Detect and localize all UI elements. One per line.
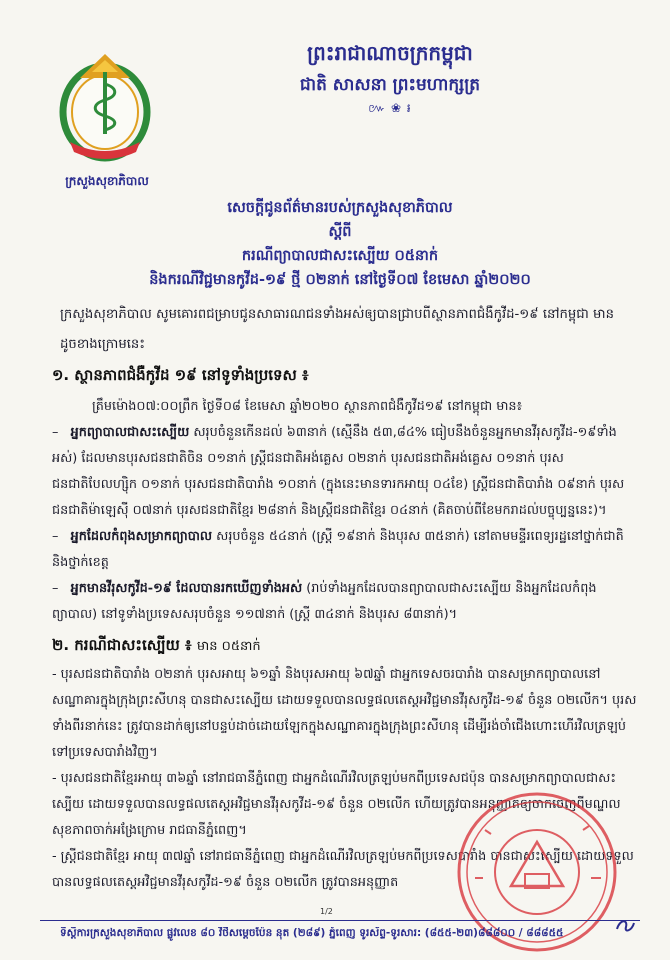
recovery-item-2: - បុរសជនជាតិខ្មែរអាយុ ៣៦ឆ្នាំ នៅរាជធានីភ្នំពេញ ជាអ្នកដំណើរវិលត្រឡប់មកពីប្រទេសជប៉ុន បានសម្រាកព្យាបាលជាសះស្បើយ ដោយទទួលបានលទ្ធផលតេស្តអវិជ្ជមានវីរុសកូវីដ-១៩ ចំនួន ០២លើក ហើយត្រូវបានអនុញ្ញាតឲ្យចាកចេញពីមណ្ឌលសុខភាពចាក់អង្រែក្រោម រាជធានីភ្នំពេញ។ xyxy=(52,771,621,838)
section1-bullet-2: – អ្នកដែលកំពុងសម្រាកព្យាបាល សរុបចំនួន ៥៤នាក់ (ស្ត្រី ១៩នាក់ និងបុរស ៣៥នាក់) នៅតាមមន្ទីរពេទ្យរដ្ឋនៅថ្នាក់ជាតិ និងថ្នាក់ខេត្ត xyxy=(52,529,624,570)
intro-paragraph: ក្រសួងសុខាភិបាល សូមគោរពជម្រាបជូនសាធារណជនទាំងអស់ឲ្យបានជ្រាបពីស្ថានភាពជំងឺកូវីដ-១៩ នៅកម្ពុជា មានដូចខាងក្រោមនេះ xyxy=(60,307,614,352)
page-number: 1/2 xyxy=(320,907,333,916)
kingdom-heading: ព្រះរាជាណាចក្រកម្ពុជា xyxy=(307,41,473,65)
section1-lead: ត្រឹមម៉ោង០៧:០០ព្រឹក ថ្ងៃទី០៨ ខែមេសា ឆ្នាំ២០២០ ស្ថានភាពជំងឺកូវីដ១៩ នៅកម្ពុជា មាន៖ xyxy=(92,399,523,414)
section1-body xyxy=(52,394,640,628)
section2-count: មាន ០៥នាក់ xyxy=(196,639,261,654)
bullet-1-text: សរុបចំនួនកើនដល់ ៦៣នាក់ (ស្មើនឹង ៥៣,៨៤% ធៀបនឹងចំនួនអ្នកមានវីរុសកូវីដ-១៩ទាំងអស់) ដែលមានបុរសជនជាតិចិន ០១នាក់ ស្ត្រីជនជាតិអង់គ្លេស ០២នាក់ បុរសជនជាតិអង់គ្លេស ០១នាក់ បុរសជនជាតិបែលហ្ស៊ិក ០១នាក់ បុរសជនជាតិបារាំង ១០នាក់ (ក្នុងនេះមានទារកអាយុ ០៤ខែ) ស្ត្រីជនជាតិបារាំង ០៩នាក់ បុរសជនជាតិម៉ាឡេស៊ី ០៧នាក់ បុរសជនជាតិខ្មែរ ២៨នាក់ និងស្ត្រីជនជាតិខ្មែរ ០៤នាក់ (គិតចាប់ពីខែមករាដល់បច្ចុប្បន្ននេះ)។ xyxy=(52,425,625,518)
title-line-3: ករណីព្យាបាលជាសះស្បើយ ០៥នាក់ xyxy=(241,248,439,264)
footer-address: ទីស្តីការក្រសួងសុខាភិបាល ផ្លូវលេខ ៨០ វិថីសម្ដេចប៉ែន នុត (២៨៩) ភ្នំពេញ ទូរស័ព្ទ-ទូរសារ: (៨៥៥-២៣)៨៨៨០០ / ៨៨៨៥៥ xyxy=(60,927,564,939)
bullet-2-label: អ្នកដែលកំពុងសម្រាកព្យាបាល xyxy=(70,529,213,544)
section2-heading-row xyxy=(52,636,261,658)
signature-mark-icon xyxy=(614,915,636,937)
footer-rule xyxy=(40,920,640,921)
section1-bullet-1: – អ្នកព្យាបាលជាសះស្បើយ សរុបចំនួនកើនដល់ ៦៣នាក់ (ស្មើនឹង ៥៣,៨៤% ធៀបនឹងចំនួនអ្នកមានវីរុសកូវីដ-១៩ទាំងអស់) ដែលមានបុរសជនជាតិចិន ០១នាក់ ស្ត្រីជនជាតិអង់គ្លេស ០២នាក់ បុរសជនជាតិអង់គ្លេស ០១នាក់ បុរសជនជាតិបែលហ្ស៊ិក ០១នាក់ បុរសជនជាតិបារាំង ១០នាក់ (ក្នុងនេះមានទារកអាយុ ០៤ខែ) ស្ត្រីជនជាតិបារាំង ០៩នាក់ បុរសជនជាតិម៉ាឡេស៊ី ០៧នាក់ បុរសជនជាតិខ្មែរ ២៨នាក់ និងស្ត្រីជនជាតិខ្មែរ ០៤នាក់ (គិតចាប់ពីខែមករាដល់បច្ចុប្បន្ននេះ)។ xyxy=(52,425,625,518)
bullet-2-text: សរុបចំនួន ៥៤នាក់ (ស្ត្រី ១៩នាក់ និងបុរស ៣៥នាក់) នៅតាមមន្ទីរពេទ្យរដ្ឋនៅថ្នាក់ជាតិ និងថ្នាក់ខេត្ត xyxy=(52,529,624,570)
ministry-name-label: ក្រសួងសុខាភិបាល xyxy=(65,174,149,188)
title-line-1: សេចក្តីជូនព័ត៌មានរបស់ក្រសួងសុខាភិបាល xyxy=(227,200,453,216)
section1-bullet-3: – អ្នកមានវីរុសកូវីដ-១៩ ដែលបានរកឃើញទាំងអស់ (រាប់ទាំងអ្នកដែលបានព្យាបាលជាសះស្បើយ និងអ្នកដែលកំពុងព្យាបាល) នៅទូទាំងប្រទេសសរុបចំនួន ១១៧នាក់ (ស្ត្រី ៣៤នាក់ និងបុរស ៨៣នាក់)។ xyxy=(52,581,597,622)
section2-heading: ២. ករណីជាសះស្បើយ ៖ xyxy=(52,636,192,654)
title-line-2: ស្តីពី xyxy=(328,224,352,240)
recovery-item-3: - ស្ត្រីជនជាតិខ្មែរ អាយុ ៣៧ឆ្នាំ នៅរាជធានីភ្នំពេញ ជាអ្នកដំណើរវិលត្រឡប់មកពីប្រទេសបារាំង បានជាសះស្បើយ ដោយទទួលបានលទ្ធផលតេស្តអវិជ្ជមានវីរុសកូវីដ-១៩ ចំនួន ០២លើក ត្រូវបានអនុញ្ញាត xyxy=(52,849,634,890)
bullet-1-label: អ្នកព្យាបាលជាសះស្បើយ xyxy=(70,425,190,440)
ornament-divider: ៚ ❀ ៛ xyxy=(368,101,412,115)
bullet-3-text: (រាប់ទាំងអ្នកដែលបានព្យាបាលជាសះស្បើយ និងអ្នកដែលកំពុងព្យាបាល) នៅទូទាំងប្រទេសសរុបចំនួន ១១៧នាក់ (ស្ត្រី ៣៤នាក់ និងបុរស ៨៣នាក់)។ xyxy=(52,581,597,622)
section1-heading: ១. ស្ថានភាពជំងឺកូវីដ ១៩ នៅទូទាំងប្រទេស ៖ xyxy=(52,366,309,384)
recovery-item-1: - បុរសជនជាតិបារាំង ០២នាក់ បុរសអាយុ ៦១ឆ្នាំ និងបុរសអាយុ ៦៧ឆ្នាំ ជាអ្នកទេសចរបារាំង បានសម្រាកព្យាបាលនៅសណ្ឋាគារក្នុងក្រុងព្រះសីហនុ បានជាសះស្បើយ ដោយទទួលបានលទ្ធផលតេស្តអវិជ្ជមានវីរុសកូវីដ-១៩ ចំនួន ០២លើក។ បុរសទាំងពីរនាក់នេះ ត្រូវបានដាក់ឲ្យនៅបន្ទប់ដាច់ដោយឡែកក្នុងសណ្ឋាគារក្នុងក្រុងព្រះសីហនុ ដើម្បីរង់ចាំជើងហោះហើរវិលត្រឡប់ទៅប្រទេសបារាំងវិញ។ xyxy=(52,667,637,760)
national-motto: ជាតិ សាសនា ព្រះមហាក្សត្រ xyxy=(299,75,481,95)
bullet-3-label: អ្នកមានវីរុសកូវីដ-១៩ ដែលបានរកឃើញទាំងអស់ xyxy=(70,581,303,596)
ministry-logo-icon xyxy=(50,50,160,170)
document-title-block xyxy=(60,196,620,292)
title-line-4: និងករណីវិជ្ជមានកូវីដ-១៩ ថ្មី ០២នាក់ នៅថ្ងៃទី០៧ ខែមេសា ឆ្នាំ២០២០ xyxy=(149,272,531,288)
